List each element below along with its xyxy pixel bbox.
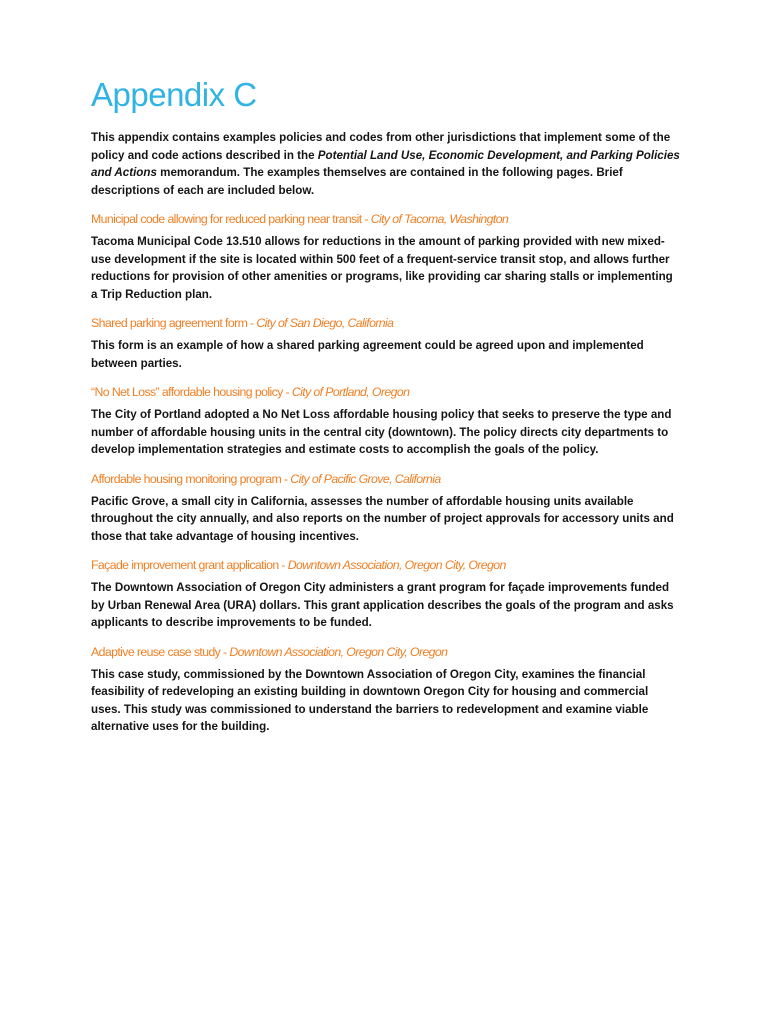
- intro-paragraph: [91, 129, 681, 199]
- page-title: Appendix C: [91, 76, 257, 113]
- section-body: Pacific Grove, a small city in California, assesses the number of affordable housing units available throughout the city annually, and also reports on the number of project approvals for accessory units and those that take advantage of housing incentives.: [91, 494, 674, 543]
- section-heading-locale: Downtown Association, Oregon City, Oregon: [229, 644, 448, 659]
- section-body: The City of Portland adopted a No Net Loss affordable housing policy that seeks to preserve the type and number of affordable housing units in the central city (downtown). The policy directs city departments to develop implementation strategies and estimate costs to accomplish the goals of the policy.: [91, 408, 672, 456]
- intro-memo-title: Potential Land Use, Economic Development, and Parking Policies and Actions: [91, 148, 680, 179]
- section-heading-title: Affordable housing monitoring program -: [91, 471, 291, 486]
- section-tacoma: [91, 210, 681, 303]
- section-heading: [91, 643, 681, 661]
- section-heading-locale: City of Portland, Oregon: [291, 385, 410, 399]
- intro-text-start: This appendix contains examples policies and codes from other jurisdictions that implement some of the policy and code actions described in the: [91, 131, 671, 162]
- section-body: This case study, commissioned by the Downtown Association of Oregon City, examines the financial feasibility of redeveloping an existing building in downtown Oregon City for housing and commercial uses. This study was commissioned to understand the barriers to redevelopment and examine viable alternative uses for the building.: [91, 667, 649, 733]
- document-page: [91, 72, 681, 736]
- section-facade-grant: [91, 556, 681, 632]
- section-heading-locale: City of San Diego, California: [256, 316, 394, 330]
- section-heading: [91, 556, 681, 574]
- section-heading-title: Municipal code allowing for reduced parking near transit -: [91, 212, 371, 226]
- section-heading-title: Shared parking agreement form -: [91, 316, 257, 330]
- section-heading-title: Adaptive reuse case study -: [91, 644, 230, 659]
- intro-text-end: memorandum. The examples themselves are contained in the following pages. Brief descriptions of each are included below.: [91, 166, 623, 197]
- section-heading: [91, 314, 681, 332]
- section-heading-locale: City of Pacific Grove, California: [290, 471, 441, 486]
- section-heading: [91, 383, 681, 401]
- section-portland: [91, 383, 681, 459]
- section-heading-title: Façade improvement grant application -: [91, 558, 288, 572]
- section-heading: [91, 210, 681, 228]
- section-pacific-grove: [91, 470, 681, 546]
- section-body: This form is an example of how a shared parking agreement could be agreed upon and implemented between parties.: [91, 339, 644, 370]
- section-san-diego: [91, 314, 681, 372]
- section-heading-title: “No Net Loss” affordable housing policy -: [91, 385, 292, 399]
- section-heading-locale: Downtown Association, Oregon City, Oregon: [287, 558, 506, 572]
- section-body: The Downtown Association of Oregon City administers a grant program for façade improvements funded by Urban Renewal Area (URA) dollars. This grant application describes the goals of the program and asks applicants to describe improvements to be funded.: [91, 581, 674, 629]
- section-adaptive-reuse: [91, 643, 681, 736]
- section-body: Tacoma Municipal Code 13.510 allows for reductions in the amount of parking provided with new mixed-use development if the site is located within 500 feet of a frequent-service transit stop, and allows further reductions for provision of other amenities or programs, like providing car sharing stalls or implementing a Trip Reduction plan.: [91, 235, 673, 301]
- section-heading: [91, 470, 681, 488]
- section-heading-locale: City of Tacoma, Washington: [370, 212, 509, 226]
